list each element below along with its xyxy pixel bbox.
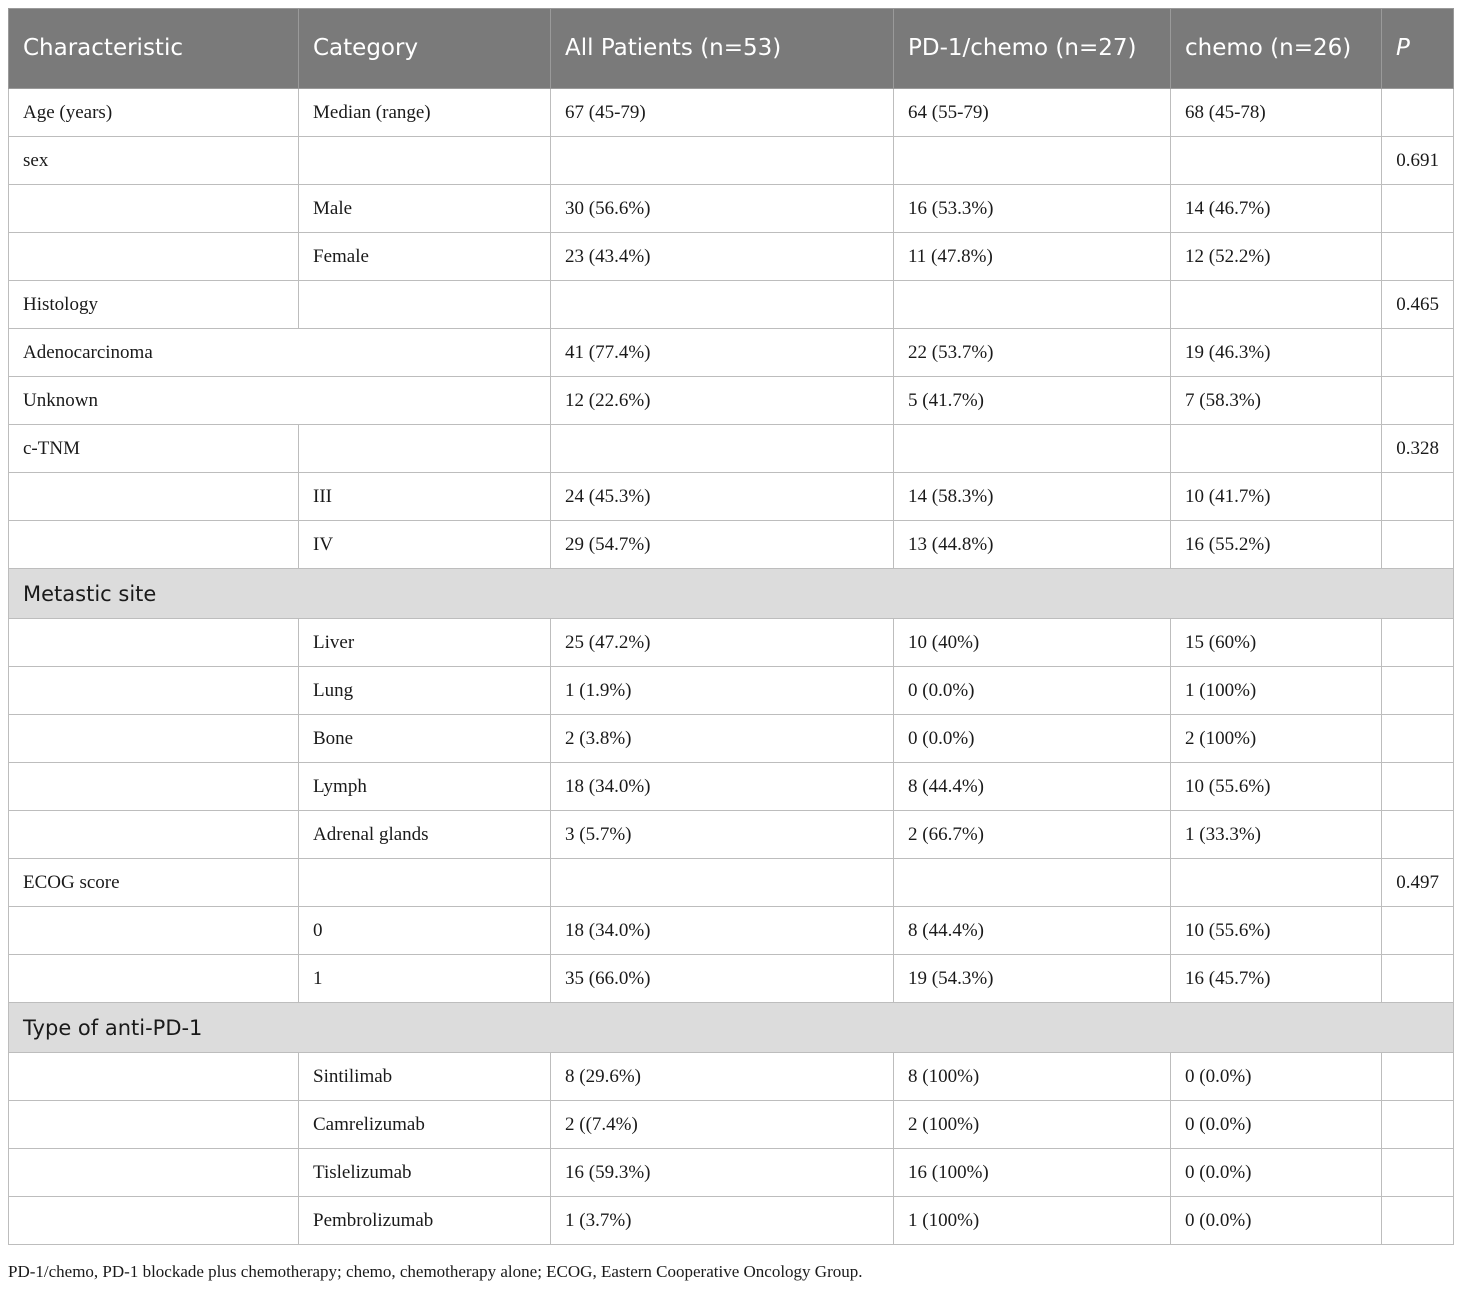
all-patients-cell: 41 (77.4%) [551, 329, 894, 377]
chemo-cell: 16 (45.7%) [1171, 955, 1382, 1003]
pd1-chemo-cell: 22 (53.7%) [894, 329, 1171, 377]
section-row [9, 1003, 1454, 1053]
pd1-chemo-cell [894, 859, 1171, 907]
header-characteristic: Characteristic [9, 9, 299, 89]
table-row [9, 763, 1454, 811]
table-row [9, 233, 1454, 281]
all-patients-cell [551, 859, 894, 907]
pd1-chemo-cell: 0 (0.0%) [894, 667, 1171, 715]
header-category: Category [299, 9, 551, 89]
pd1-chemo-cell: 10 (40%) [894, 619, 1171, 667]
pd1-chemo-cell: 5 (41.7%) [894, 377, 1171, 425]
pd1-chemo-cell: 16 (100%) [894, 1149, 1171, 1197]
all-patients-cell: 1 (3.7%) [551, 1197, 894, 1245]
p-value-cell [1382, 1149, 1454, 1197]
table-container [8, 8, 1453, 1245]
category-cell [299, 859, 551, 907]
p-value-cell [1382, 763, 1454, 811]
p-value-cell: 0.691 [1382, 137, 1454, 185]
chemo-cell: 12 (52.2%) [1171, 233, 1382, 281]
all-patients-cell: 8 (29.6%) [551, 1053, 894, 1101]
characteristic-cell [9, 763, 299, 811]
table-row [9, 907, 1454, 955]
table-row [9, 1101, 1454, 1149]
category-cell: 0 [299, 907, 551, 955]
patient-characteristics-table [8, 8, 1454, 1245]
characteristic-cell [9, 619, 299, 667]
characteristic-cell [9, 185, 299, 233]
chemo-cell: 7 (58.3%) [1171, 377, 1382, 425]
table-row [9, 329, 1454, 377]
p-value-cell [1382, 377, 1454, 425]
p-value-cell [1382, 907, 1454, 955]
chemo-cell [1171, 281, 1382, 329]
characteristic-cell [9, 715, 299, 763]
category-cell [299, 137, 551, 185]
all-patients-cell [551, 425, 894, 473]
table-row [9, 715, 1454, 763]
category-cell: Lung [299, 667, 551, 715]
p-value-cell [1382, 715, 1454, 763]
pd1-chemo-cell: 11 (47.8%) [894, 233, 1171, 281]
all-patients-cell: 23 (43.4%) [551, 233, 894, 281]
table-header-row [9, 9, 1454, 89]
all-patients-cell: 35 (66.0%) [551, 955, 894, 1003]
all-patients-cell: 30 (56.6%) [551, 185, 894, 233]
characteristic-cell [9, 667, 299, 715]
p-value-cell [1382, 1053, 1454, 1101]
table-row [9, 425, 1454, 473]
all-patients-cell: 18 (34.0%) [551, 763, 894, 811]
all-patients-cell: 25 (47.2%) [551, 619, 894, 667]
chemo-cell: 10 (41.7%) [1171, 473, 1382, 521]
all-patients-cell: 16 (59.3%) [551, 1149, 894, 1197]
pd1-chemo-cell [894, 281, 1171, 329]
pd1-chemo-cell: 2 (66.7%) [894, 811, 1171, 859]
chemo-cell [1171, 859, 1382, 907]
all-patients-cell: 29 (54.7%) [551, 521, 894, 569]
characteristic-cell: Age (years) [9, 89, 299, 137]
pd1-chemo-cell: 19 (54.3%) [894, 955, 1171, 1003]
p-value-cell [1382, 329, 1454, 377]
category-cell: IV [299, 521, 551, 569]
characteristic-cell: sex [9, 137, 299, 185]
characteristic-cell [9, 233, 299, 281]
category-cell: Lymph [299, 763, 551, 811]
characteristic-cell [9, 1053, 299, 1101]
chemo-cell: 16 (55.2%) [1171, 521, 1382, 569]
all-patients-cell: 12 (22.6%) [551, 377, 894, 425]
all-patients-cell: 2 (3.8%) [551, 715, 894, 763]
table-row [9, 185, 1454, 233]
category-cell: III [299, 473, 551, 521]
chemo-cell: 1 (33.3%) [1171, 811, 1382, 859]
table-row [9, 473, 1454, 521]
p-value-cell: 0.328 [1382, 425, 1454, 473]
characteristic-cell [9, 955, 299, 1003]
pd1-chemo-cell: 64 (55-79) [894, 89, 1171, 137]
category-cell: Median (range) [299, 89, 551, 137]
category-cell [299, 425, 551, 473]
category-cell: Tislelizumab [299, 1149, 551, 1197]
characteristic-cell: Unknown [9, 377, 551, 425]
p-value-cell [1382, 619, 1454, 667]
table-row [9, 521, 1454, 569]
category-cell: Adrenal glands [299, 811, 551, 859]
characteristic-cell [9, 907, 299, 955]
characteristic-cell [9, 521, 299, 569]
chemo-cell: 0 (0.0%) [1171, 1149, 1382, 1197]
pd1-chemo-cell: 8 (44.4%) [894, 907, 1171, 955]
header-all-patients: All Patients (n=53) [551, 9, 894, 89]
header-pd1-chemo: PD-1/chemo (n=27) [894, 9, 1171, 89]
p-value-cell [1382, 1101, 1454, 1149]
p-value-cell [1382, 233, 1454, 281]
chemo-cell: 1 (100%) [1171, 667, 1382, 715]
all-patients-cell: 1 (1.9%) [551, 667, 894, 715]
characteristic-cell: ECOG score [9, 859, 299, 907]
category-cell: Male [299, 185, 551, 233]
chemo-cell: 14 (46.7%) [1171, 185, 1382, 233]
chemo-cell: 0 (0.0%) [1171, 1053, 1382, 1101]
table-row [9, 955, 1454, 1003]
header-chemo: chemo (n=26) [1171, 9, 1382, 89]
p-value-cell [1382, 955, 1454, 1003]
table-footnote: PD-1/chemo, PD-1 blockade plus chemotherapy; chemo, chemotherapy alone; ECOG, Eastern Cooperative Oncology Group. [8, 1262, 863, 1281]
all-patients-cell: 24 (45.3%) [551, 473, 894, 521]
characteristic-cell [9, 1149, 299, 1197]
all-patients-cell: 3 (5.7%) [551, 811, 894, 859]
characteristic-cell: Histology [9, 281, 299, 329]
chemo-cell: 10 (55.6%) [1171, 907, 1382, 955]
all-patients-cell [551, 281, 894, 329]
chemo-cell: 19 (46.3%) [1171, 329, 1382, 377]
characteristic-cell [9, 473, 299, 521]
pd1-chemo-cell [894, 137, 1171, 185]
pd1-chemo-cell: 2 (100%) [894, 1101, 1171, 1149]
pd1-chemo-cell: 14 (58.3%) [894, 473, 1171, 521]
chemo-cell [1171, 425, 1382, 473]
p-value-cell [1382, 1197, 1454, 1245]
pd1-chemo-cell: 8 (44.4%) [894, 763, 1171, 811]
chemo-cell: 10 (55.6%) [1171, 763, 1382, 811]
characteristic-cell: Adenocarcinoma [9, 329, 551, 377]
category-cell [299, 281, 551, 329]
category-cell: Sintilimab [299, 1053, 551, 1101]
category-cell: Bone [299, 715, 551, 763]
section-label: Metastic site [9, 569, 1454, 619]
all-patients-cell: 67 (45-79) [551, 89, 894, 137]
p-value-cell: 0.465 [1382, 281, 1454, 329]
table-row [9, 377, 1454, 425]
table-row [9, 89, 1454, 137]
p-value-cell [1382, 667, 1454, 715]
chemo-cell [1171, 137, 1382, 185]
category-cell: Liver [299, 619, 551, 667]
table-row [9, 1197, 1454, 1245]
table-row [9, 1149, 1454, 1197]
table-row [9, 811, 1454, 859]
chemo-cell: 68 (45-78) [1171, 89, 1382, 137]
section-row [9, 569, 1454, 619]
table-row [9, 667, 1454, 715]
category-cell: Camrelizumab [299, 1101, 551, 1149]
chemo-cell: 0 (0.0%) [1171, 1101, 1382, 1149]
table-row [9, 1053, 1454, 1101]
table-row [9, 859, 1454, 907]
header-p-value: P [1382, 9, 1454, 89]
pd1-chemo-cell: 16 (53.3%) [894, 185, 1171, 233]
p-value-cell [1382, 521, 1454, 569]
pd1-chemo-cell: 8 (100%) [894, 1053, 1171, 1101]
characteristic-cell [9, 1101, 299, 1149]
table-body [9, 89, 1454, 1245]
table-row [9, 619, 1454, 667]
p-value-cell [1382, 89, 1454, 137]
pd1-chemo-cell: 0 (0.0%) [894, 715, 1171, 763]
p-value-cell [1382, 473, 1454, 521]
characteristic-cell [9, 1197, 299, 1245]
table-row [9, 137, 1454, 185]
pd1-chemo-cell: 13 (44.8%) [894, 521, 1171, 569]
characteristic-cell: c-TNM [9, 425, 299, 473]
pd1-chemo-cell [894, 425, 1171, 473]
chemo-cell: 2 (100%) [1171, 715, 1382, 763]
pd1-chemo-cell: 1 (100%) [894, 1197, 1171, 1245]
all-patients-cell: 2 ((7.4%) [551, 1101, 894, 1149]
section-label: Type of anti-PD-1 [9, 1003, 1454, 1053]
category-cell: Female [299, 233, 551, 281]
all-patients-cell: 18 (34.0%) [551, 907, 894, 955]
category-cell: 1 [299, 955, 551, 1003]
p-value-cell [1382, 811, 1454, 859]
table-row [9, 281, 1454, 329]
p-value-cell: 0.497 [1382, 859, 1454, 907]
category-cell: Pembrolizumab [299, 1197, 551, 1245]
p-value-cell [1382, 185, 1454, 233]
all-patients-cell [551, 137, 894, 185]
chemo-cell: 15 (60%) [1171, 619, 1382, 667]
characteristic-cell [9, 811, 299, 859]
chemo-cell: 0 (0.0%) [1171, 1197, 1382, 1245]
